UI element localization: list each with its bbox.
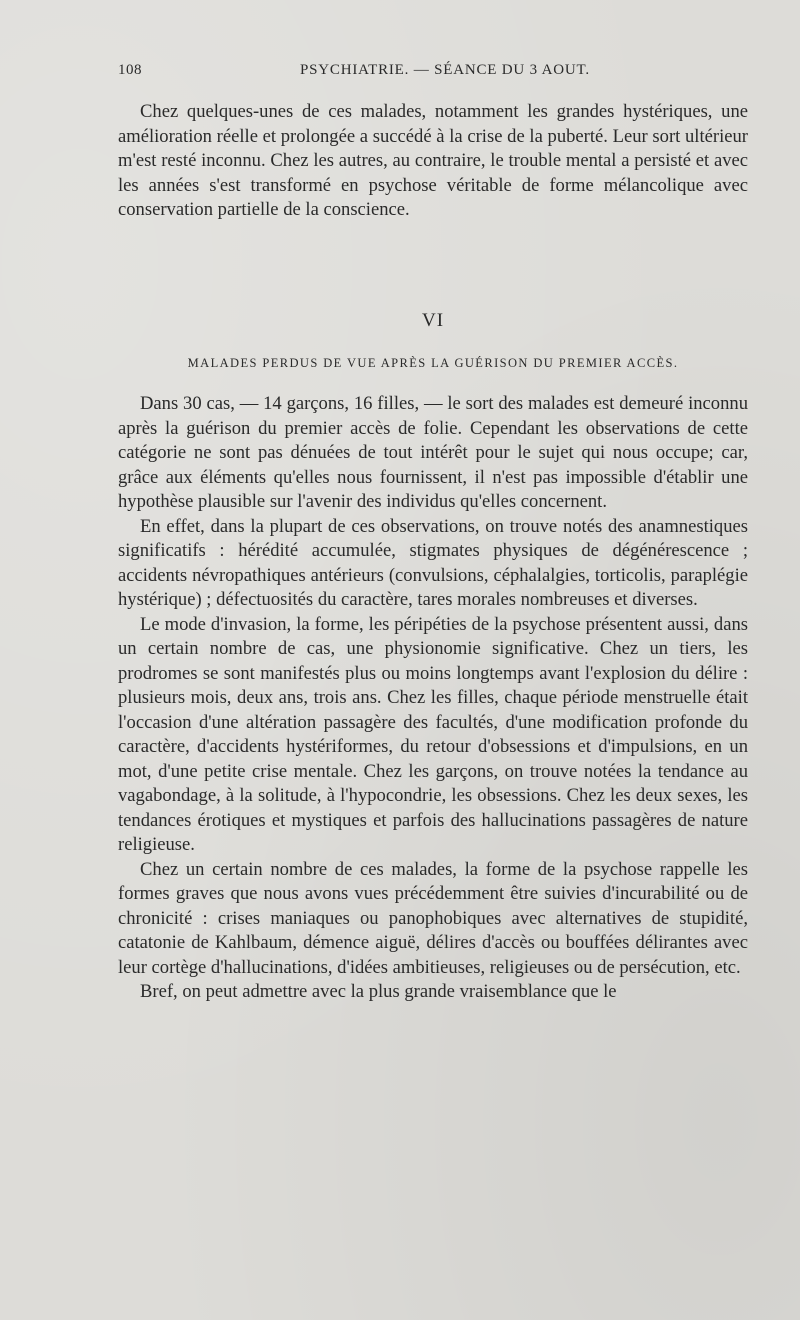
running-title: PSYCHIATRIE. — SÉANCE DU 3 AOUT.	[300, 62, 590, 78]
section-number: VI	[421, 310, 445, 331]
running-head	[118, 62, 748, 92]
paragraph-2: En effet, dans la plupart de ces observations, on trouve notés des anamnestiques significatifs : hérédité accumulée, stigmates physiques de dégénérescence ; accidents névropathiques antérieurs (convulsions, céphalalgies, torticolis, paraplégie hystérique) ; défectuosités du caractère, tares morales nombreuses et diverses.	[118, 515, 748, 610]
lead-paragraph: Chez quelques-unes de ces malades, notamment les grandes hystériques, une amélioration réelle et prolongée a succédé à la crise de la puberté. Leur sort ultérieur m'est resté inconnu. Chez les autres, au contraire, le trouble mental a persisté et avec les années s'est transformé en psychose véritable de forme mélancolique avec conservation partielle de la conscience.	[118, 101, 748, 220]
lead-text-block	[118, 100, 748, 223]
page-number: 108	[118, 62, 142, 78]
paragraph-1: Dans 30 cas, — 14 garçons, 16 filles, — le sort des malades est demeuré inconnu après la guérison du premier accès de folie. Cependant les observations de cette catégorie ne sont pas dénuées de tout intérêt pour le sujet qui nous occupe; car, grâce aux éléments qu'elles nous fournissent, il n'est pas impossible d'établir une hypothèse plausible sur l'avenir des individus qu'elles concernent.	[118, 393, 748, 512]
paragraph-5: Bref, on peut admettre avec la plus grande vraisemblance que le	[140, 981, 617, 1002]
paragraph-4: Chez un certain nombre de ces malades, la forme de la psychose rappelle les formes graves que nous avons vues précédemment être suivies d'incurabilité ou de chronicité : crises maniaques ou panophobiques avec alternatives de stupidité, catatonie de Kahlbaum, démence aiguë, délires d'accès ou bouffées délirantes avec leur cortège d'hallucinations, d'idées ambitieuses, religieuses ou de persécution, etc.	[118, 858, 748, 978]
section-body	[118, 392, 748, 1005]
paragraph-3: Le mode d'invasion, la forme, les péripéties de la psychose présentent aussi, dans un certain nombre de cas, une physionomie significative. Chez un tiers, les prodromes se sont manifestés plus ou moins longtemps avant l'explosion du délire : plusieurs mois, deux ans, trois ans. Chez les filles, chaque période menstruelle était l'occasion d'une altération passagère des facultés, d'une modification profonde du caractère, d'accidents hystériformes, du retour d'obsessions et d'impulsions, en un mot, d'une petite crise mentale. Chez les garçons, on trouve notées la tendance au vagabondage, à la solitude, à l'hypocondrie, les obsessions. Chez les deux sexes, les tendances érotiques et mystiques et parfois des hallucinations passagères de nature religieuse.	[118, 613, 748, 855]
section-title: MALADES PERDUS DE VUE APRÈS LA GUÉRISON DU PREMIER ACCÈS.	[187, 356, 679, 370]
